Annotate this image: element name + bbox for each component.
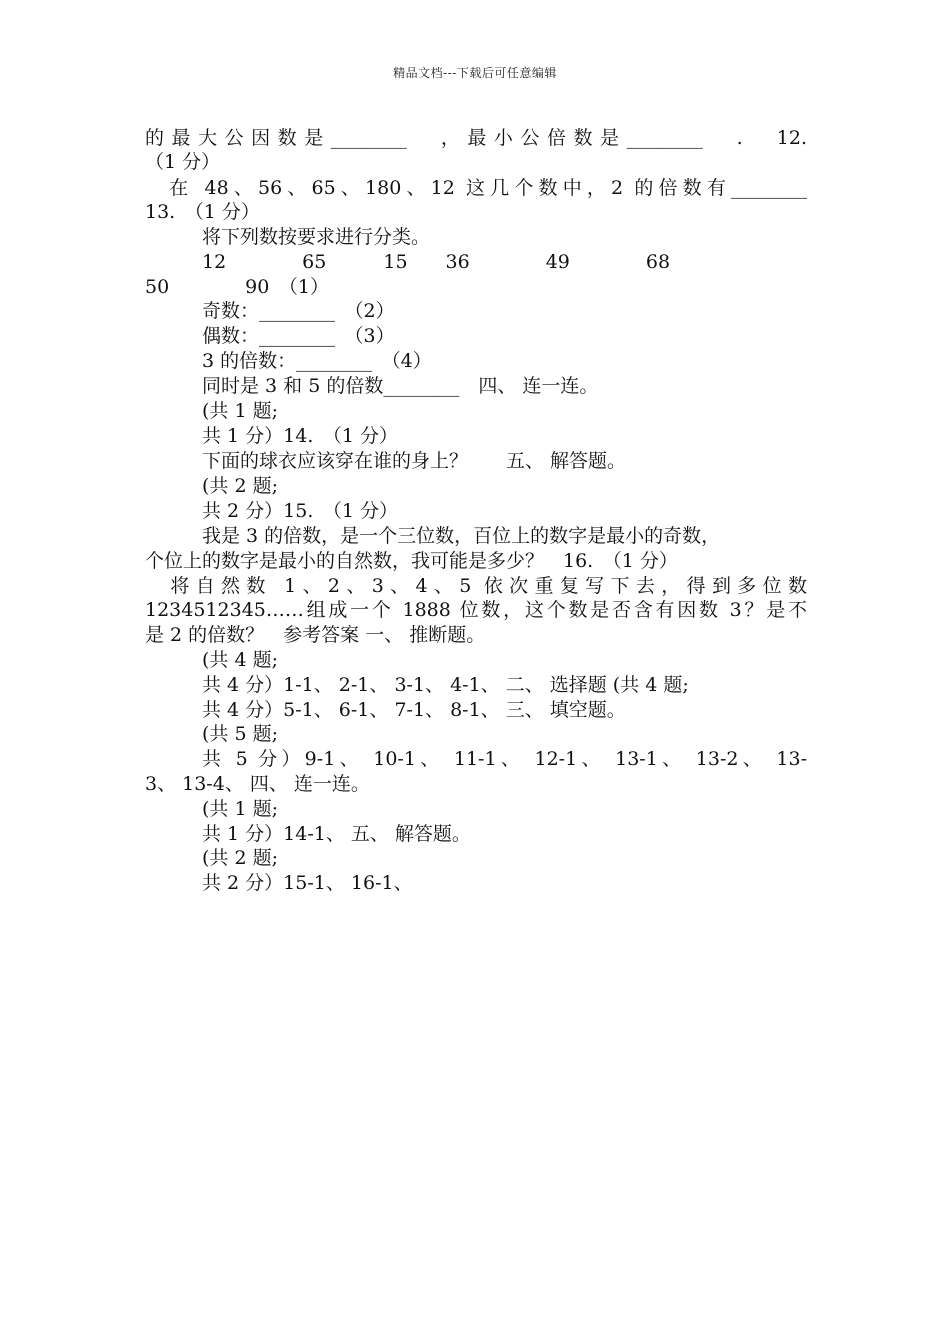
text-line-12: (共 1 题; [202,400,278,422]
text-line-29: 共 1 分）14-1、 五、 解答题。 [202,823,471,845]
text-line-11: 同时是 3 和 5 的倍数________ 四、 连一连。 [202,375,599,397]
text-line-20: 1234512345……组成一个 1888 位数，这个数是否含有因数 3？是不 [145,599,807,621]
text-line-14: 下面的球衣应该穿在谁的身上？ 五、 解答题。 [202,450,627,472]
text-line-10: 3 的倍数：________ （4） [202,350,432,372]
text-line-21: 是 2 的倍数？ 参考答案 一、 推断题。 [145,624,486,646]
text-line-17: 我是 3 的倍数，是一个三位数，百位上的数字是最小的奇数， [202,525,721,547]
text-line-2: （1 分） [145,151,221,173]
text-line-26: 共 5 分）9-1、 10-1、 11-1、 12-1、 13-1、 13-2、 13- [202,748,807,770]
text-line-18: 个位上的数字是最小的自然数，我可能是多少？ 16. （1 分） [145,550,678,572]
text-line-3: 在 48、56、65、180、12 这几个数中，2 的倍数有________ [145,177,807,199]
text-line-23: 共 4 分）1-1、 2-1、 3-1、 4-1、 二、 选择题 (共 4 题; [202,674,689,696]
text-line-19: 将自然数 1、2、3、4、5 依次重复写下去，得到多位数 [145,575,807,597]
text-line-6: 12 65 15 36 49 68 [202,251,671,273]
text-line-8: 奇数：________ （2） [202,300,395,322]
text-line-13: 共 1 分）14. （1 分） [202,425,399,447]
text-line-31: 共 2 分）15-1、 16-1、 [202,872,413,894]
text-line-28: (共 1 题; [202,798,278,820]
text-line-30: (共 2 题; [202,847,278,869]
text-line-24: 共 4 分）5-1、 6-1、 7-1、 8-1、 三、 填空题。 [202,699,626,721]
page-header: 精品文档---下载后可任意编辑 [393,66,557,80]
text-line-25: (共 5 题; [202,723,278,745]
text-line-16: 共 2 分）15. （1 分） [202,500,399,522]
text-line-27: 3、 13-4、 四、 连一连。 [145,773,370,795]
text-line-5: 将下列数按要求进行分类。 [202,226,431,248]
text-line-1: 的最大公因数是________ ，最小公倍数是________ . 12. [145,127,807,149]
text-line-9: 偶数：________ （3） [202,325,395,347]
text-line-15: (共 2 题; [202,475,278,497]
text-line-4: 13. （1 分） [145,201,260,223]
text-line-7: 50 90 （1） [145,276,329,298]
text-line-22: (共 4 题; [202,649,278,671]
